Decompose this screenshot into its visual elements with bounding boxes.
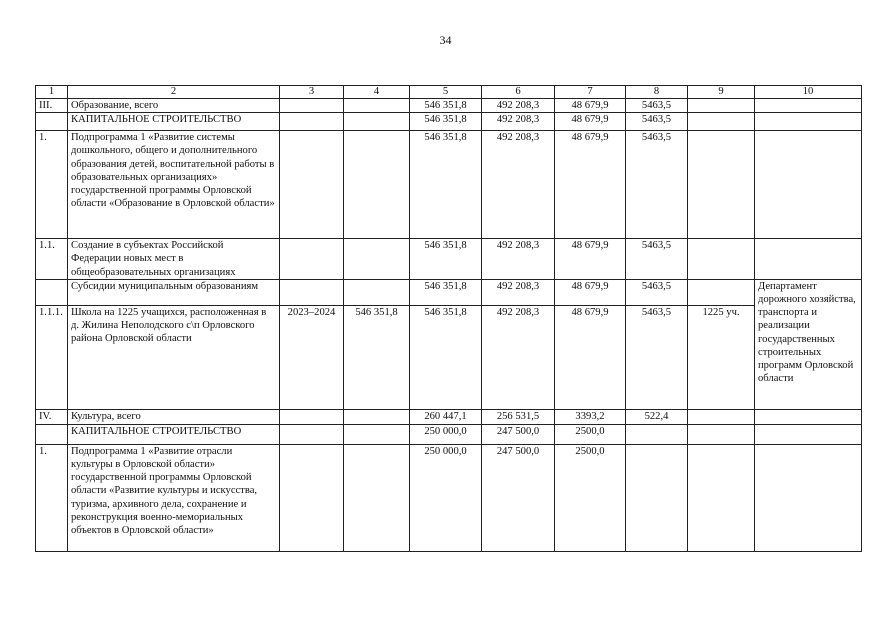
row-period xyxy=(280,113,344,131)
row-col10 xyxy=(755,424,862,444)
page-number: 34 xyxy=(439,33,452,47)
row-name: КАПИТАЛЬНОЕ СТРОИТЕЛЬСТВО xyxy=(68,424,280,444)
row-col9 xyxy=(688,99,755,113)
row-number xyxy=(36,113,68,131)
row-cost xyxy=(344,444,410,551)
row-period xyxy=(280,99,344,113)
row-cost xyxy=(344,131,410,239)
table-row xyxy=(36,131,862,239)
row-col9 xyxy=(688,239,755,280)
row-name: Школа на 1225 учащихся, расположенная в д. Жилина Неполодского с\п Орловского района Орловской области xyxy=(68,305,280,409)
header-row xyxy=(36,86,862,99)
row-col6: 492 208,3 xyxy=(482,113,555,131)
row-col6: 492 208,3 xyxy=(482,131,555,239)
row-col7: 48 679,9 xyxy=(555,131,626,239)
row-col7: 2500,0 xyxy=(555,424,626,444)
column-header: 3 xyxy=(280,86,344,99)
table-row xyxy=(36,113,862,131)
row-cost xyxy=(344,239,410,280)
row-col10 xyxy=(755,131,862,239)
budget-table xyxy=(35,85,862,552)
row-col7: 48 679,9 xyxy=(555,239,626,280)
row-col9 xyxy=(688,131,755,239)
row-name: Подпрограмма 1 «Развитие системы дошкольного, общего и дополнительного образования детей, воспитательной работы в образовательных организациях» государственной программы Орловской области «Образование в Орловской области» xyxy=(68,131,280,239)
row-number: 1. xyxy=(36,444,68,551)
row-period xyxy=(280,444,344,551)
row-col7: 3393,2 xyxy=(555,409,626,424)
row-period xyxy=(280,424,344,444)
row-col5: 546 351,8 xyxy=(410,113,482,131)
row-col8: 5463,5 xyxy=(626,305,688,409)
row-number: III. xyxy=(36,99,68,113)
row-cost xyxy=(344,409,410,424)
row-col9 xyxy=(688,424,755,444)
row-col6: 256 531,5 xyxy=(482,409,555,424)
column-header: 2 xyxy=(68,86,280,99)
table-row xyxy=(36,305,862,409)
row-number: 1. xyxy=(36,131,68,239)
row-col6: 247 500,0 xyxy=(482,444,555,551)
row-col7: 2500,0 xyxy=(555,444,626,551)
row-col5: 546 351,8 xyxy=(410,99,482,113)
table-row xyxy=(36,279,862,305)
column-header: 1 xyxy=(36,86,68,99)
row-col7: 48 679,9 xyxy=(555,279,626,305)
row-col5: 546 351,8 xyxy=(410,305,482,409)
row-cost xyxy=(344,113,410,131)
row-col9 xyxy=(688,444,755,551)
row-col9 xyxy=(688,113,755,131)
row-col7: 48 679,9 xyxy=(555,113,626,131)
row-number xyxy=(36,424,68,444)
row-col5: 546 351,8 xyxy=(410,279,482,305)
row-period xyxy=(280,131,344,239)
row-number xyxy=(36,279,68,305)
row-col8 xyxy=(626,444,688,551)
row-cost xyxy=(344,99,410,113)
row-period xyxy=(280,239,344,280)
row-col10 xyxy=(755,444,862,551)
row-col8: 5463,5 xyxy=(626,279,688,305)
row-col9 xyxy=(688,279,755,305)
row-number: IV. xyxy=(36,409,68,424)
row-col5: 546 351,8 xyxy=(410,131,482,239)
column-header: 9 xyxy=(688,86,755,99)
column-header: 6 xyxy=(482,86,555,99)
row-col6: 492 208,3 xyxy=(482,279,555,305)
table-row xyxy=(36,424,862,444)
row-cost xyxy=(344,424,410,444)
row-col6: 492 208,3 xyxy=(482,305,555,409)
row-col8: 5463,5 xyxy=(626,113,688,131)
responsible-department: Департамент дорожного хозяйства, транспорта и реализации государственных строительных программ Орловской области xyxy=(755,279,862,409)
row-number: 1.1. xyxy=(36,239,68,280)
row-name: Подпрограмма 1 «Развитие отрасли культуры в Орловской области» государственной программы Орловской области «Развитие культуры и искусства, туризма, архивного дела, сохранение и реконструкция военно-мемориальных объектов в Орловской области» xyxy=(68,444,280,551)
row-period xyxy=(280,409,344,424)
row-col9: 1225 уч. xyxy=(688,305,755,409)
row-col8 xyxy=(626,424,688,444)
row-number: 1.1.1. xyxy=(36,305,68,409)
table-row xyxy=(36,409,862,424)
row-col8: 5463,5 xyxy=(626,239,688,280)
row-col10 xyxy=(755,99,862,113)
row-col6: 247 500,0 xyxy=(482,424,555,444)
row-col9 xyxy=(688,409,755,424)
row-col8: 5463,5 xyxy=(626,131,688,239)
row-col10 xyxy=(755,113,862,131)
row-col6: 492 208,3 xyxy=(482,99,555,113)
row-name: КАПИТАЛЬНОЕ СТРОИТЕЛЬСТВО xyxy=(68,113,280,131)
row-name: Создание в субъектах Российской Федерации новых мест в общеобразовательных организациях xyxy=(68,239,280,280)
row-name: Образование, всего xyxy=(68,99,280,113)
row-col10 xyxy=(755,409,862,424)
row-col5: 260 447,1 xyxy=(410,409,482,424)
row-col6: 492 208,3 xyxy=(482,239,555,280)
table-row xyxy=(36,239,862,280)
row-cost: 546 351,8 xyxy=(344,305,410,409)
row-col8: 522,4 xyxy=(626,409,688,424)
row-col8: 5463,5 xyxy=(626,99,688,113)
column-header: 5 xyxy=(410,86,482,99)
table-row xyxy=(36,444,862,551)
row-col5: 546 351,8 xyxy=(410,239,482,280)
row-name: Субсидии муниципальным образованиям xyxy=(68,279,280,305)
row-name: Культура, всего xyxy=(68,409,280,424)
table-row xyxy=(36,99,862,113)
row-col5: 250 000,0 xyxy=(410,424,482,444)
column-header: 8 xyxy=(626,86,688,99)
row-cost xyxy=(344,279,410,305)
column-header: 7 xyxy=(555,86,626,99)
row-col5: 250 000,0 xyxy=(410,444,482,551)
column-header: 4 xyxy=(344,86,410,99)
row-period xyxy=(280,279,344,305)
row-col7: 48 679,9 xyxy=(555,99,626,113)
row-period: 2023–2024 xyxy=(280,305,344,409)
column-header: 10 xyxy=(755,86,862,99)
row-col7: 48 679,9 xyxy=(555,305,626,409)
row-col10 xyxy=(755,239,862,280)
